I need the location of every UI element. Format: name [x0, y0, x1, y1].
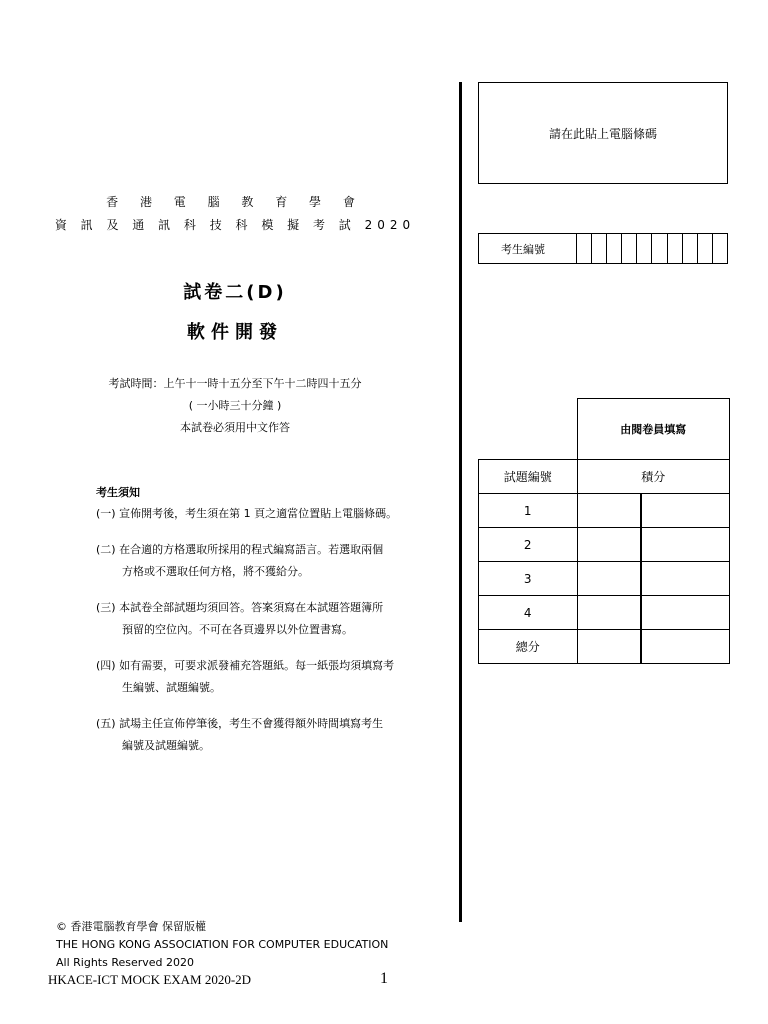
candidate-digit-cell[interactable]: [577, 234, 592, 263]
col-question-header: 試題編號: [479, 460, 578, 494]
instruction-text-cont: 編號及試題編號。: [122, 739, 210, 752]
marks-cell[interactable]: [641, 562, 730, 596]
question-number: 3: [479, 562, 578, 596]
org-name: 香 港 電 腦 教 育 學 會: [106, 195, 364, 209]
margin-divider: [459, 82, 462, 922]
total-label: 總分: [479, 630, 578, 664]
instruction-text-cont: 方格或不選取任何方格，將不獲給分。: [122, 565, 309, 578]
instruction-item: [96, 539, 456, 583]
instruction-num: (五): [96, 717, 116, 730]
org-english: THE HONG KONG ASSOCIATION FOR COMPUTER EDUCATION: [56, 938, 389, 951]
marks-cell[interactable]: [577, 494, 641, 528]
exam-code: HKACE-ICT MOCK EXAM 2020-2D: [48, 972, 252, 987]
candidate-digit-cell[interactable]: [622, 234, 637, 263]
instruction-text: 本試卷全部試題均須回答。答案須寫在本試題答題簿所: [119, 601, 384, 614]
instruction-text: 宣佈開考後，考生須在第 1 頁之適當位置貼上電腦條碼。: [119, 507, 398, 520]
rights-text: All Rights Reserved 2020: [56, 956, 195, 969]
table-row: [479, 596, 730, 630]
marks-cell[interactable]: [641, 528, 730, 562]
instruction-num: (一): [96, 507, 116, 520]
marks-cell[interactable]: [641, 494, 730, 528]
copyright: © 香港電腦教育學會 保留版權: [56, 920, 206, 933]
instruction-num: (三): [96, 601, 116, 614]
page-number: 1: [380, 970, 388, 987]
candidate-number-label: 考生編號: [479, 234, 577, 263]
instructions-heading: 考生須知: [96, 486, 140, 499]
marks-cell[interactable]: [577, 562, 641, 596]
instruction-item: [96, 655, 456, 699]
question-number: 1: [479, 494, 578, 528]
instruction-text: 在合適的方格選取所採用的程式編寫語言。若選取兩個: [119, 543, 384, 556]
instruction-item: [96, 597, 456, 641]
marker-table: [478, 398, 730, 664]
marker-header: 由閱卷員填寫: [577, 399, 730, 460]
table-row: [479, 630, 730, 664]
question-number: 2: [479, 528, 578, 562]
candidate-digit-cell[interactable]: [713, 234, 727, 263]
candidate-digit-cell[interactable]: [592, 234, 607, 263]
candidate-digit-cell[interactable]: [668, 234, 683, 263]
exam-duration: ( 一小時三十分鐘 ): [188, 399, 282, 412]
total-cell[interactable]: [641, 630, 730, 664]
marks-cell[interactable]: [577, 596, 641, 630]
exam-language: 本試卷必須用中文作答: [180, 421, 290, 434]
instruction-text-cont: 生編號、試題編號。: [122, 681, 221, 694]
candidate-number-box[interactable]: [478, 233, 728, 264]
instruction-item: [96, 503, 456, 525]
instruction-num: (四): [96, 659, 116, 672]
instruction-text-cont: 預留的空位內。不可在各頁邊界以外位置書寫。: [122, 623, 353, 636]
candidate-digit-cell[interactable]: [652, 234, 667, 263]
total-cell[interactable]: [577, 630, 641, 664]
instruction-num: (二): [96, 543, 116, 556]
marks-cell[interactable]: [577, 528, 641, 562]
candidate-digit-cell[interactable]: [637, 234, 652, 263]
candidate-digit-cell[interactable]: [683, 234, 698, 263]
exam-name: 資 訊 及 通 訊 科 技 科 模 擬 考 試 2020: [54, 218, 416, 232]
paper-subject: 軟件開發: [187, 322, 283, 343]
candidate-digit-cell[interactable]: [698, 234, 713, 263]
candidate-digit-cell[interactable]: [607, 234, 622, 263]
marks-cell[interactable]: [641, 596, 730, 630]
table-row: [479, 494, 730, 528]
barcode-label: 請在此貼上電腦條碼: [548, 126, 657, 141]
question-number: 4: [479, 596, 578, 630]
paper-code: 試卷二(D): [183, 282, 287, 303]
barcode-box[interactable]: [478, 82, 728, 184]
instruction-text: 試場主任宣佈停筆後，考生不會獲得額外時間填寫考生: [119, 717, 384, 730]
table-row: [479, 562, 730, 596]
exam-time: 考試時間：上午十一時十五分至下午十二時四十五分: [108, 377, 362, 390]
col-marks-header: 積分: [577, 460, 730, 494]
table-row: [479, 528, 730, 562]
instruction-text: 如有需要，可要求派發補充答題紙。每一紙張均須填寫考: [119, 659, 395, 672]
instruction-item: [96, 713, 456, 757]
